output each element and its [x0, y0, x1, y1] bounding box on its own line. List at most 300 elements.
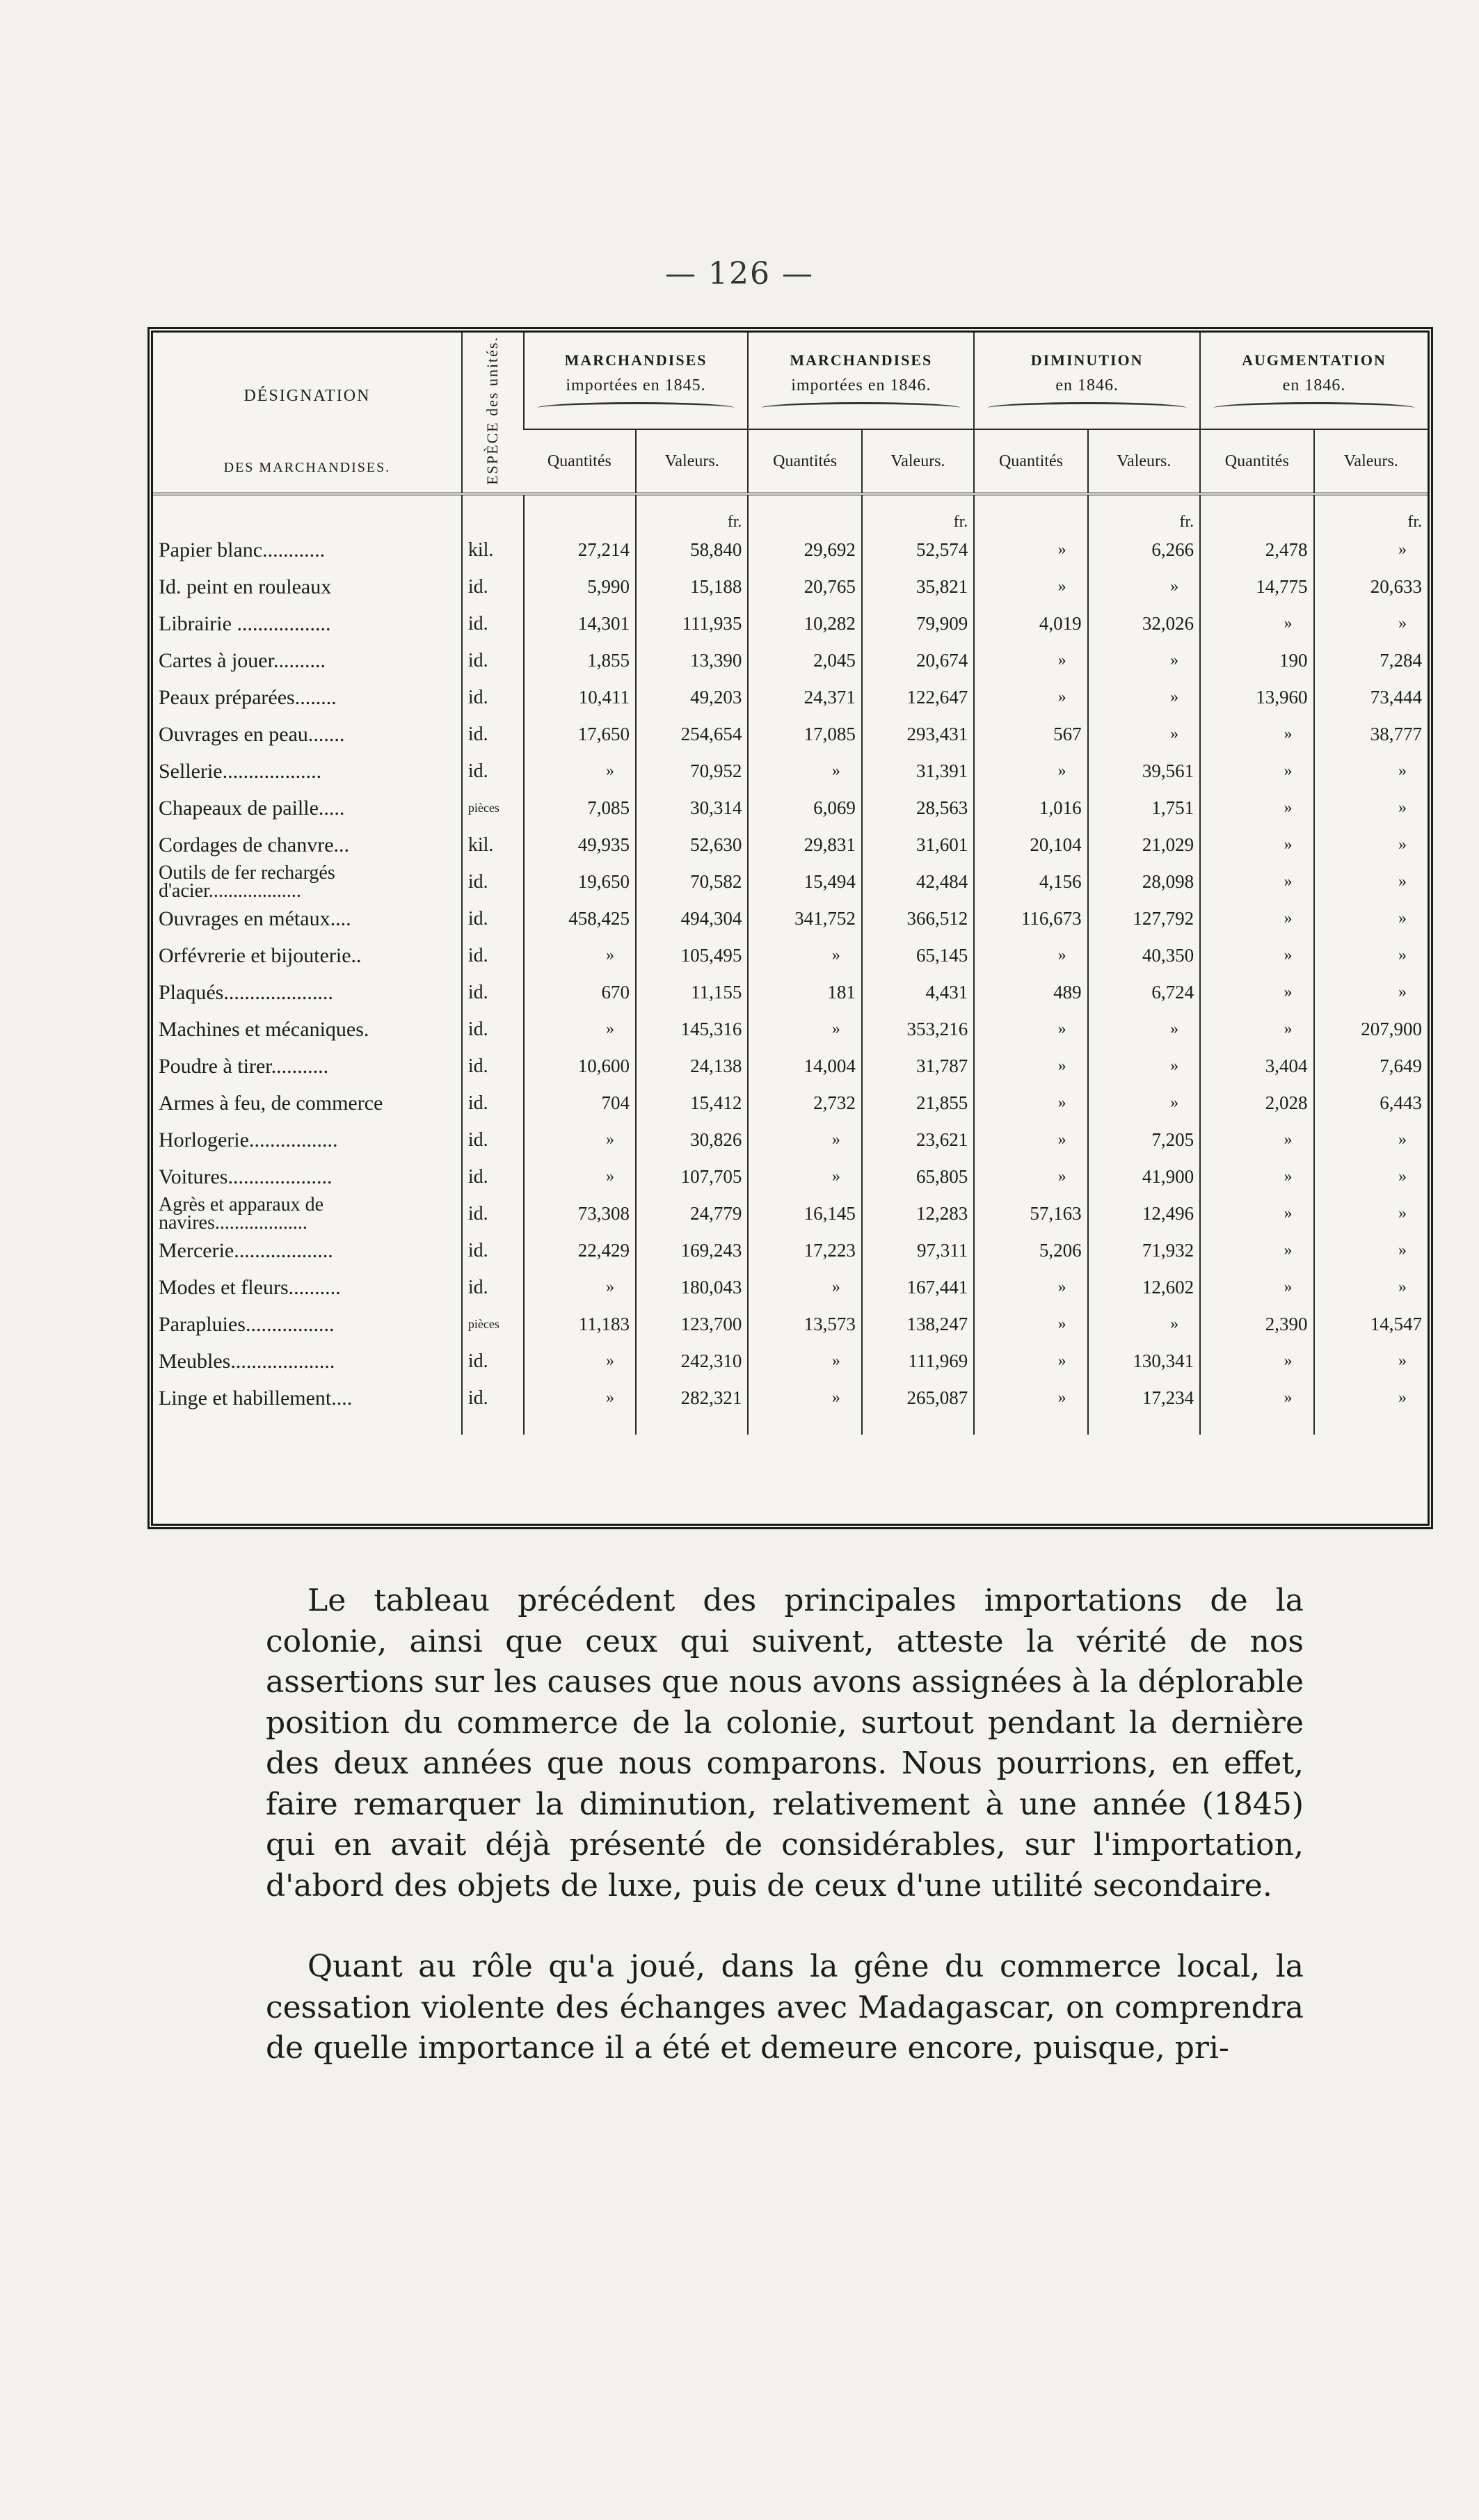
value-cell: 14,004 — [748, 1048, 861, 1085]
value-cell: 111,935 — [636, 605, 748, 642]
currency-label: fr. — [636, 505, 748, 532]
value-cell: » — [1200, 1195, 1313, 1232]
value-cell: 181 — [748, 974, 861, 1011]
value-cell: 1,751 — [1088, 790, 1200, 827]
value-cell: 12,283 — [862, 1195, 974, 1232]
table-row — [153, 532, 1428, 568]
value-cell: 494,304 — [636, 900, 748, 937]
value-cell: 12,496 — [1088, 1195, 1200, 1232]
value-cell: » — [1314, 974, 1428, 1011]
value-cell: 70,582 — [636, 863, 748, 900]
value-cell: 58,840 — [636, 532, 748, 568]
value-cell: 7,085 — [524, 790, 636, 827]
value-cell: » — [524, 1122, 636, 1158]
value-cell: » — [748, 1122, 861, 1158]
value-cell: 21,029 — [1088, 827, 1200, 863]
value-cell: » — [1200, 1343, 1313, 1380]
value-cell: 31,601 — [862, 827, 974, 863]
value-cell: 73,308 — [524, 1195, 636, 1232]
value-cell: » — [974, 1122, 1087, 1158]
brace — [1213, 402, 1415, 414]
value-cell: 2,390 — [1200, 1306, 1313, 1343]
group-title: MARCHANDISES — [564, 351, 707, 369]
value-cell: » — [748, 937, 861, 974]
value-cell: 20,104 — [974, 827, 1087, 863]
merchandise-name: Chapeaux de paille..... — [159, 796, 345, 820]
value-cell: 207,900 — [1314, 1011, 1428, 1048]
value-cell: 254,654 — [636, 716, 748, 753]
unit-cell: kil. — [462, 532, 524, 568]
value-cell: 28,563 — [862, 790, 974, 827]
merchandise-name: Papier blanc............ — [159, 538, 326, 561]
value-cell: 282,321 — [636, 1380, 748, 1417]
value-cell: » — [1088, 679, 1200, 716]
value-cell: » — [1088, 1085, 1200, 1122]
value-cell: 16,145 — [748, 1195, 861, 1232]
unit-cell: id. — [462, 679, 524, 716]
brace — [761, 402, 961, 414]
value-cell: » — [1314, 1232, 1428, 1269]
value-cell: 49,203 — [636, 679, 748, 716]
value-cell: 1,855 — [524, 642, 636, 679]
designation-header — [153, 333, 462, 494]
value-cell: 2,045 — [748, 642, 861, 679]
merchandise-name: Cartes à jouer.......... — [159, 648, 326, 672]
value-cell: » — [1200, 827, 1313, 863]
merchandise-name: Linge et habillement.... — [159, 1386, 353, 1410]
value-cell: 52,630 — [636, 827, 748, 863]
value-cell: 704 — [524, 1085, 636, 1122]
value-cell: » — [748, 1011, 861, 1048]
value-cell: » — [974, 1306, 1087, 1343]
value-cell: 32,026 — [1088, 605, 1200, 642]
value-cell: » — [1314, 790, 1428, 827]
value-cell: 12,602 — [1088, 1269, 1200, 1306]
group-title: DIMINUTION — [1030, 351, 1144, 369]
value-cell: 65,145 — [862, 937, 974, 974]
value-cell: 21,855 — [862, 1085, 974, 1122]
col-valeurs-augmentation: Valeurs. — [1314, 429, 1428, 494]
currency-row — [153, 505, 1428, 532]
value-cell: 7,649 — [1314, 1048, 1428, 1085]
value-cell: 4,156 — [974, 863, 1087, 900]
unit-cell: id. — [462, 753, 524, 790]
value-cell: » — [1314, 900, 1428, 937]
merchandise-name: Modes et fleurs.......... — [159, 1275, 341, 1299]
unit-cell: pièces — [462, 790, 524, 827]
unit-cell: id. — [462, 1122, 524, 1158]
value-cell: » — [1314, 532, 1428, 568]
unit-cell: id. — [462, 1195, 524, 1232]
value-cell: » — [974, 679, 1087, 716]
value-cell: » — [524, 1380, 636, 1417]
value-cell: » — [1200, 974, 1313, 1011]
merchandise-name: Parapluies................. — [159, 1312, 335, 1336]
value-cell: 57,163 — [974, 1195, 1087, 1232]
value-cell: » — [748, 1269, 861, 1306]
value-cell: 111,969 — [862, 1343, 974, 1380]
value-cell: » — [748, 1343, 861, 1380]
value-cell: » — [1200, 1232, 1313, 1269]
espece-header — [462, 333, 524, 494]
value-cell: 39,561 — [1088, 753, 1200, 790]
value-cell: » — [748, 1158, 861, 1195]
unit-cell: id. — [462, 642, 524, 679]
value-cell: 71,932 — [1088, 1232, 1200, 1269]
value-cell: » — [748, 753, 861, 790]
merchandise-name: Meubles.................... — [159, 1349, 335, 1373]
merchandise-name: Ouvrages en métaux.... — [159, 907, 351, 930]
value-cell: 38,777 — [1314, 716, 1428, 753]
value-cell: 127,792 — [1088, 900, 1200, 937]
value-cell: » — [974, 1085, 1087, 1122]
value-cell: 10,600 — [524, 1048, 636, 1085]
value-cell: 5,206 — [974, 1232, 1087, 1269]
value-cell: 130,341 — [1088, 1343, 1200, 1380]
value-cell: 20,765 — [748, 568, 861, 605]
designation-title: DÉSIGNATION — [243, 387, 371, 405]
unit-cell: id. — [462, 1048, 524, 1085]
value-cell: » — [1314, 863, 1428, 900]
unit-cell: id. — [462, 605, 524, 642]
value-cell: » — [1314, 605, 1428, 642]
value-cell: » — [524, 753, 636, 790]
unit-cell: id. — [462, 1011, 524, 1048]
value-cell: 31,391 — [862, 753, 974, 790]
value-cell: 180,043 — [636, 1269, 748, 1306]
unit-cell: id. — [462, 716, 524, 753]
espece-label: ESPÈCE des unités. — [483, 336, 502, 485]
table-row — [153, 827, 1428, 863]
value-cell: 17,234 — [1088, 1380, 1200, 1417]
value-cell: 13,390 — [636, 642, 748, 679]
unit-cell: id. — [462, 568, 524, 605]
value-cell: 145,316 — [636, 1011, 748, 1048]
value-cell: 10,411 — [524, 679, 636, 716]
col-quantites-diminution: Quantités — [974, 429, 1087, 494]
value-cell: » — [524, 937, 636, 974]
table-row — [153, 1158, 1428, 1195]
value-cell: 138,247 — [862, 1306, 974, 1343]
group-subtitle: importées en 1845. — [566, 376, 706, 394]
value-cell: 40,350 — [1088, 937, 1200, 974]
value-cell: 13,573 — [748, 1306, 861, 1343]
unit-cell: id. — [462, 937, 524, 974]
table-row — [153, 1048, 1428, 1085]
value-cell: 29,692 — [748, 532, 861, 568]
table-row — [153, 605, 1428, 642]
table-row — [153, 679, 1428, 716]
paragraph-1 — [266, 1581, 1304, 1906]
value-cell: » — [1314, 1269, 1428, 1306]
value-cell: 23,621 — [862, 1122, 974, 1158]
value-cell: » — [1314, 937, 1428, 974]
table-row — [153, 1269, 1428, 1306]
value-cell: 4,431 — [862, 974, 974, 1011]
group-subtitle: en 1846. — [1055, 376, 1119, 394]
value-cell: 31,787 — [862, 1048, 974, 1085]
value-cell: » — [974, 642, 1087, 679]
value-cell: 4,019 — [974, 605, 1087, 642]
value-cell: » — [1200, 900, 1313, 937]
col-valeurs-1845: Valeurs. — [636, 429, 748, 494]
value-cell: 1,016 — [974, 790, 1087, 827]
merchandise-name: Outils de fer rechargés d'acier................... — [159, 863, 335, 900]
value-cell: 7,284 — [1314, 642, 1428, 679]
brace — [537, 402, 735, 414]
value-cell: » — [1088, 568, 1200, 605]
value-cell: 30,826 — [636, 1122, 748, 1158]
table-row — [153, 1011, 1428, 1048]
value-cell: » — [1200, 605, 1313, 642]
value-cell: 341,752 — [748, 900, 861, 937]
brace — [987, 402, 1187, 414]
value-cell: 17,650 — [524, 716, 636, 753]
value-cell: » — [974, 568, 1087, 605]
value-cell: 293,431 — [862, 716, 974, 753]
table-row — [153, 1232, 1428, 1269]
table-row — [153, 1343, 1428, 1380]
value-cell: 169,243 — [636, 1232, 748, 1269]
value-cell: 24,138 — [636, 1048, 748, 1085]
value-cell: 24,779 — [636, 1195, 748, 1232]
value-cell: 6,266 — [1088, 532, 1200, 568]
value-cell: » — [974, 1011, 1087, 1048]
table-row — [153, 1380, 1428, 1417]
value-cell: » — [1200, 1158, 1313, 1195]
value-cell: 15,494 — [748, 863, 861, 900]
unit-cell: kil. — [462, 827, 524, 863]
value-cell: » — [974, 1158, 1087, 1195]
unit-cell: id. — [462, 974, 524, 1011]
table-row — [153, 1122, 1428, 1158]
value-cell: 190 — [1200, 642, 1313, 679]
value-cell: 24,371 — [748, 679, 861, 716]
value-cell: » — [1314, 1380, 1428, 1417]
table-row — [153, 1085, 1428, 1122]
value-cell: 2,028 — [1200, 1085, 1313, 1122]
value-cell: 670 — [524, 974, 636, 1011]
value-cell: 20,674 — [862, 642, 974, 679]
value-cell: » — [1314, 1343, 1428, 1380]
merchandise-name: Mercerie................... — [159, 1238, 333, 1262]
currency-label: fr. — [862, 505, 974, 532]
value-cell: 14,775 — [1200, 568, 1313, 605]
merchandise-name: Machines et mécaniques. — [159, 1017, 369, 1041]
value-cell: » — [1200, 1269, 1313, 1306]
value-cell: 265,087 — [862, 1380, 974, 1417]
value-cell: 52,574 — [862, 532, 974, 568]
value-cell: » — [1088, 1011, 1200, 1048]
table-row — [153, 1195, 1428, 1232]
unit-cell: id. — [462, 863, 524, 900]
value-cell: 122,647 — [862, 679, 974, 716]
value-cell: 107,705 — [636, 1158, 748, 1195]
imports-table-frame — [147, 327, 1433, 1529]
value-cell: 14,547 — [1314, 1306, 1428, 1343]
table-row — [153, 753, 1428, 790]
designation-subtitle: DES MARCHANDISES. — [223, 460, 391, 475]
currency-label: fr. — [1314, 505, 1428, 532]
value-cell: 29,831 — [748, 827, 861, 863]
group-header-diminution — [974, 333, 1200, 429]
value-cell: » — [1088, 1306, 1200, 1343]
col-quantites-1845: Quantités — [524, 429, 636, 494]
paragraph-text: Quant au rôle qu'a joué, dans la gêne du commerce local, la cessation violente des échanges avec Madagascar, on comprendra de quelle importance il a été et demeure encore, puisque, pri- — [266, 1949, 1304, 2066]
table-row — [153, 1306, 1428, 1343]
value-cell: 2,478 — [1200, 532, 1313, 568]
merchandise-name: Armes à feu, de commerce — [159, 1091, 383, 1115]
table-end-spacer — [153, 1417, 1428, 1435]
value-cell: 20,633 — [1314, 568, 1428, 605]
value-cell: 167,441 — [862, 1269, 974, 1306]
value-cell: 567 — [974, 716, 1087, 753]
value-cell: 10,282 — [748, 605, 861, 642]
paragraph-2 — [266, 1947, 1304, 2069]
value-cell: 65,805 — [862, 1158, 974, 1195]
value-cell: » — [524, 1011, 636, 1048]
value-cell: 353,216 — [862, 1011, 974, 1048]
value-cell: 489 — [974, 974, 1087, 1011]
value-cell: 14,301 — [524, 605, 636, 642]
value-cell: » — [974, 1343, 1087, 1380]
value-cell: » — [1314, 1158, 1428, 1195]
table-row — [153, 863, 1428, 900]
value-cell: 17,085 — [748, 716, 861, 753]
currency-label: fr. — [1088, 505, 1200, 532]
value-cell: 30,314 — [636, 790, 748, 827]
value-cell: » — [1314, 1195, 1428, 1232]
value-cell: » — [1088, 1048, 1200, 1085]
header-rule — [153, 494, 1428, 505]
value-cell: » — [1200, 937, 1313, 974]
value-cell: 79,909 — [862, 605, 974, 642]
value-cell: » — [1200, 1380, 1313, 1417]
value-cell: 105,495 — [636, 937, 748, 974]
value-cell: 13,960 — [1200, 679, 1313, 716]
unit-cell: id. — [462, 1085, 524, 1122]
paragraph-text: Le tableau précédent des principales importations de la colonie, ainsi que ceux qui suivent, atteste la vérité de nos assertions sur les causes que nous avons assignées à la déplorable position du commerce de la colonie, surtout pendant la dernière des deux années que nous comparons. Nous pourrions, en effet, faire remarquer la diminution, relativement à une année (1845) qui en avait déjà présenté de considérables, sur l'importation, d'abord des objets de luxe, puis de ceux d'une utilité secondaire. — [266, 1583, 1304, 1904]
value-cell: » — [974, 937, 1087, 974]
group-subtitle: importées en 1846. — [791, 376, 932, 394]
value-cell: » — [974, 1048, 1087, 1085]
value-cell: 116,673 — [974, 900, 1087, 937]
value-cell: 22,429 — [524, 1232, 636, 1269]
group-title: MARCHANDISES — [790, 351, 933, 369]
unit-cell: id. — [462, 1269, 524, 1306]
group-header-1845 — [524, 333, 749, 429]
value-cell: » — [524, 1158, 636, 1195]
value-cell: 6,069 — [748, 790, 861, 827]
value-cell: 11,155 — [636, 974, 748, 1011]
value-cell: » — [974, 1269, 1087, 1306]
merchandise-name: Id. peint en rouleaux — [159, 575, 332, 598]
table-row — [153, 568, 1428, 605]
merchandise-name: Peaux préparées........ — [159, 685, 337, 709]
merchandise-name: Plaqués..................... — [159, 980, 333, 1004]
table-row — [153, 790, 1428, 827]
unit-cell: id. — [462, 1380, 524, 1417]
value-cell: » — [1200, 753, 1313, 790]
table-row — [153, 642, 1428, 679]
col-quantites-1846: Quantités — [748, 429, 861, 494]
value-cell: 2,732 — [748, 1085, 861, 1122]
unit-cell: id. — [462, 900, 524, 937]
table-body — [153, 532, 1428, 1417]
value-cell: 3,404 — [1200, 1048, 1313, 1085]
value-cell: 458,425 — [524, 900, 636, 937]
value-cell: 27,214 — [524, 532, 636, 568]
table-row — [153, 900, 1428, 937]
merchandise-name: Ouvrages en peau....... — [159, 722, 345, 746]
value-cell: » — [1200, 790, 1313, 827]
value-cell: 41,900 — [1088, 1158, 1200, 1195]
value-cell: » — [524, 1269, 636, 1306]
group-header-augmentation — [1200, 333, 1428, 429]
col-valeurs-diminution: Valeurs. — [1088, 429, 1200, 494]
value-cell: 17,223 — [748, 1232, 861, 1269]
value-cell: » — [974, 532, 1087, 568]
value-cell: 366,512 — [862, 900, 974, 937]
value-cell: 242,310 — [636, 1343, 748, 1380]
merchandise-name: Librairie .................. — [159, 612, 331, 635]
merchandise-name: Horlogerie................. — [159, 1128, 338, 1151]
merchandise-name: Sellerie................... — [159, 759, 322, 783]
value-cell: » — [1088, 716, 1200, 753]
value-cell: » — [1314, 753, 1428, 790]
value-cell: » — [1088, 642, 1200, 679]
value-cell: » — [1200, 863, 1313, 900]
value-cell: » — [1314, 827, 1428, 863]
group-header-1846 — [748, 333, 974, 429]
value-cell: 49,935 — [524, 827, 636, 863]
value-cell: 42,484 — [862, 863, 974, 900]
value-cell: 6,724 — [1088, 974, 1200, 1011]
value-cell: » — [1200, 1122, 1313, 1158]
value-cell: 35,821 — [862, 568, 974, 605]
value-cell: 15,412 — [636, 1085, 748, 1122]
value-cell: 11,183 — [524, 1306, 636, 1343]
value-cell: » — [748, 1380, 861, 1417]
value-cell: 70,952 — [636, 753, 748, 790]
value-cell: » — [1200, 1011, 1313, 1048]
value-cell: 7,205 — [1088, 1122, 1200, 1158]
group-title: AUGMENTATION — [1242, 351, 1386, 369]
value-cell: 123,700 — [636, 1306, 748, 1343]
value-cell: » — [1314, 1122, 1428, 1158]
unit-cell: id. — [462, 1232, 524, 1269]
merchandise-name: Orfévrerie et bijouterie.. — [159, 943, 362, 967]
unit-cell: pièces — [462, 1306, 524, 1343]
table-row — [153, 716, 1428, 753]
table-row — [153, 974, 1428, 1011]
merchandise-name: Poudre à tirer........... — [159, 1054, 329, 1078]
value-cell: » — [1200, 716, 1313, 753]
value-cell: 15,188 — [636, 568, 748, 605]
value-cell: 19,650 — [524, 863, 636, 900]
value-cell: » — [524, 1343, 636, 1380]
value-cell: 28,098 — [1088, 863, 1200, 900]
unit-cell: id. — [462, 1158, 524, 1195]
imports-table — [153, 333, 1428, 1435]
col-valeurs-1846: Valeurs. — [862, 429, 974, 494]
col-quantites-augmentation: Quantités — [1200, 429, 1313, 494]
value-cell: 73,444 — [1314, 679, 1428, 716]
merchandise-name: Agrès et apparaux de navires................... — [159, 1195, 324, 1232]
value-cell: 6,443 — [1314, 1085, 1428, 1122]
value-cell: 97,311 — [862, 1232, 974, 1269]
value-cell: » — [974, 753, 1087, 790]
